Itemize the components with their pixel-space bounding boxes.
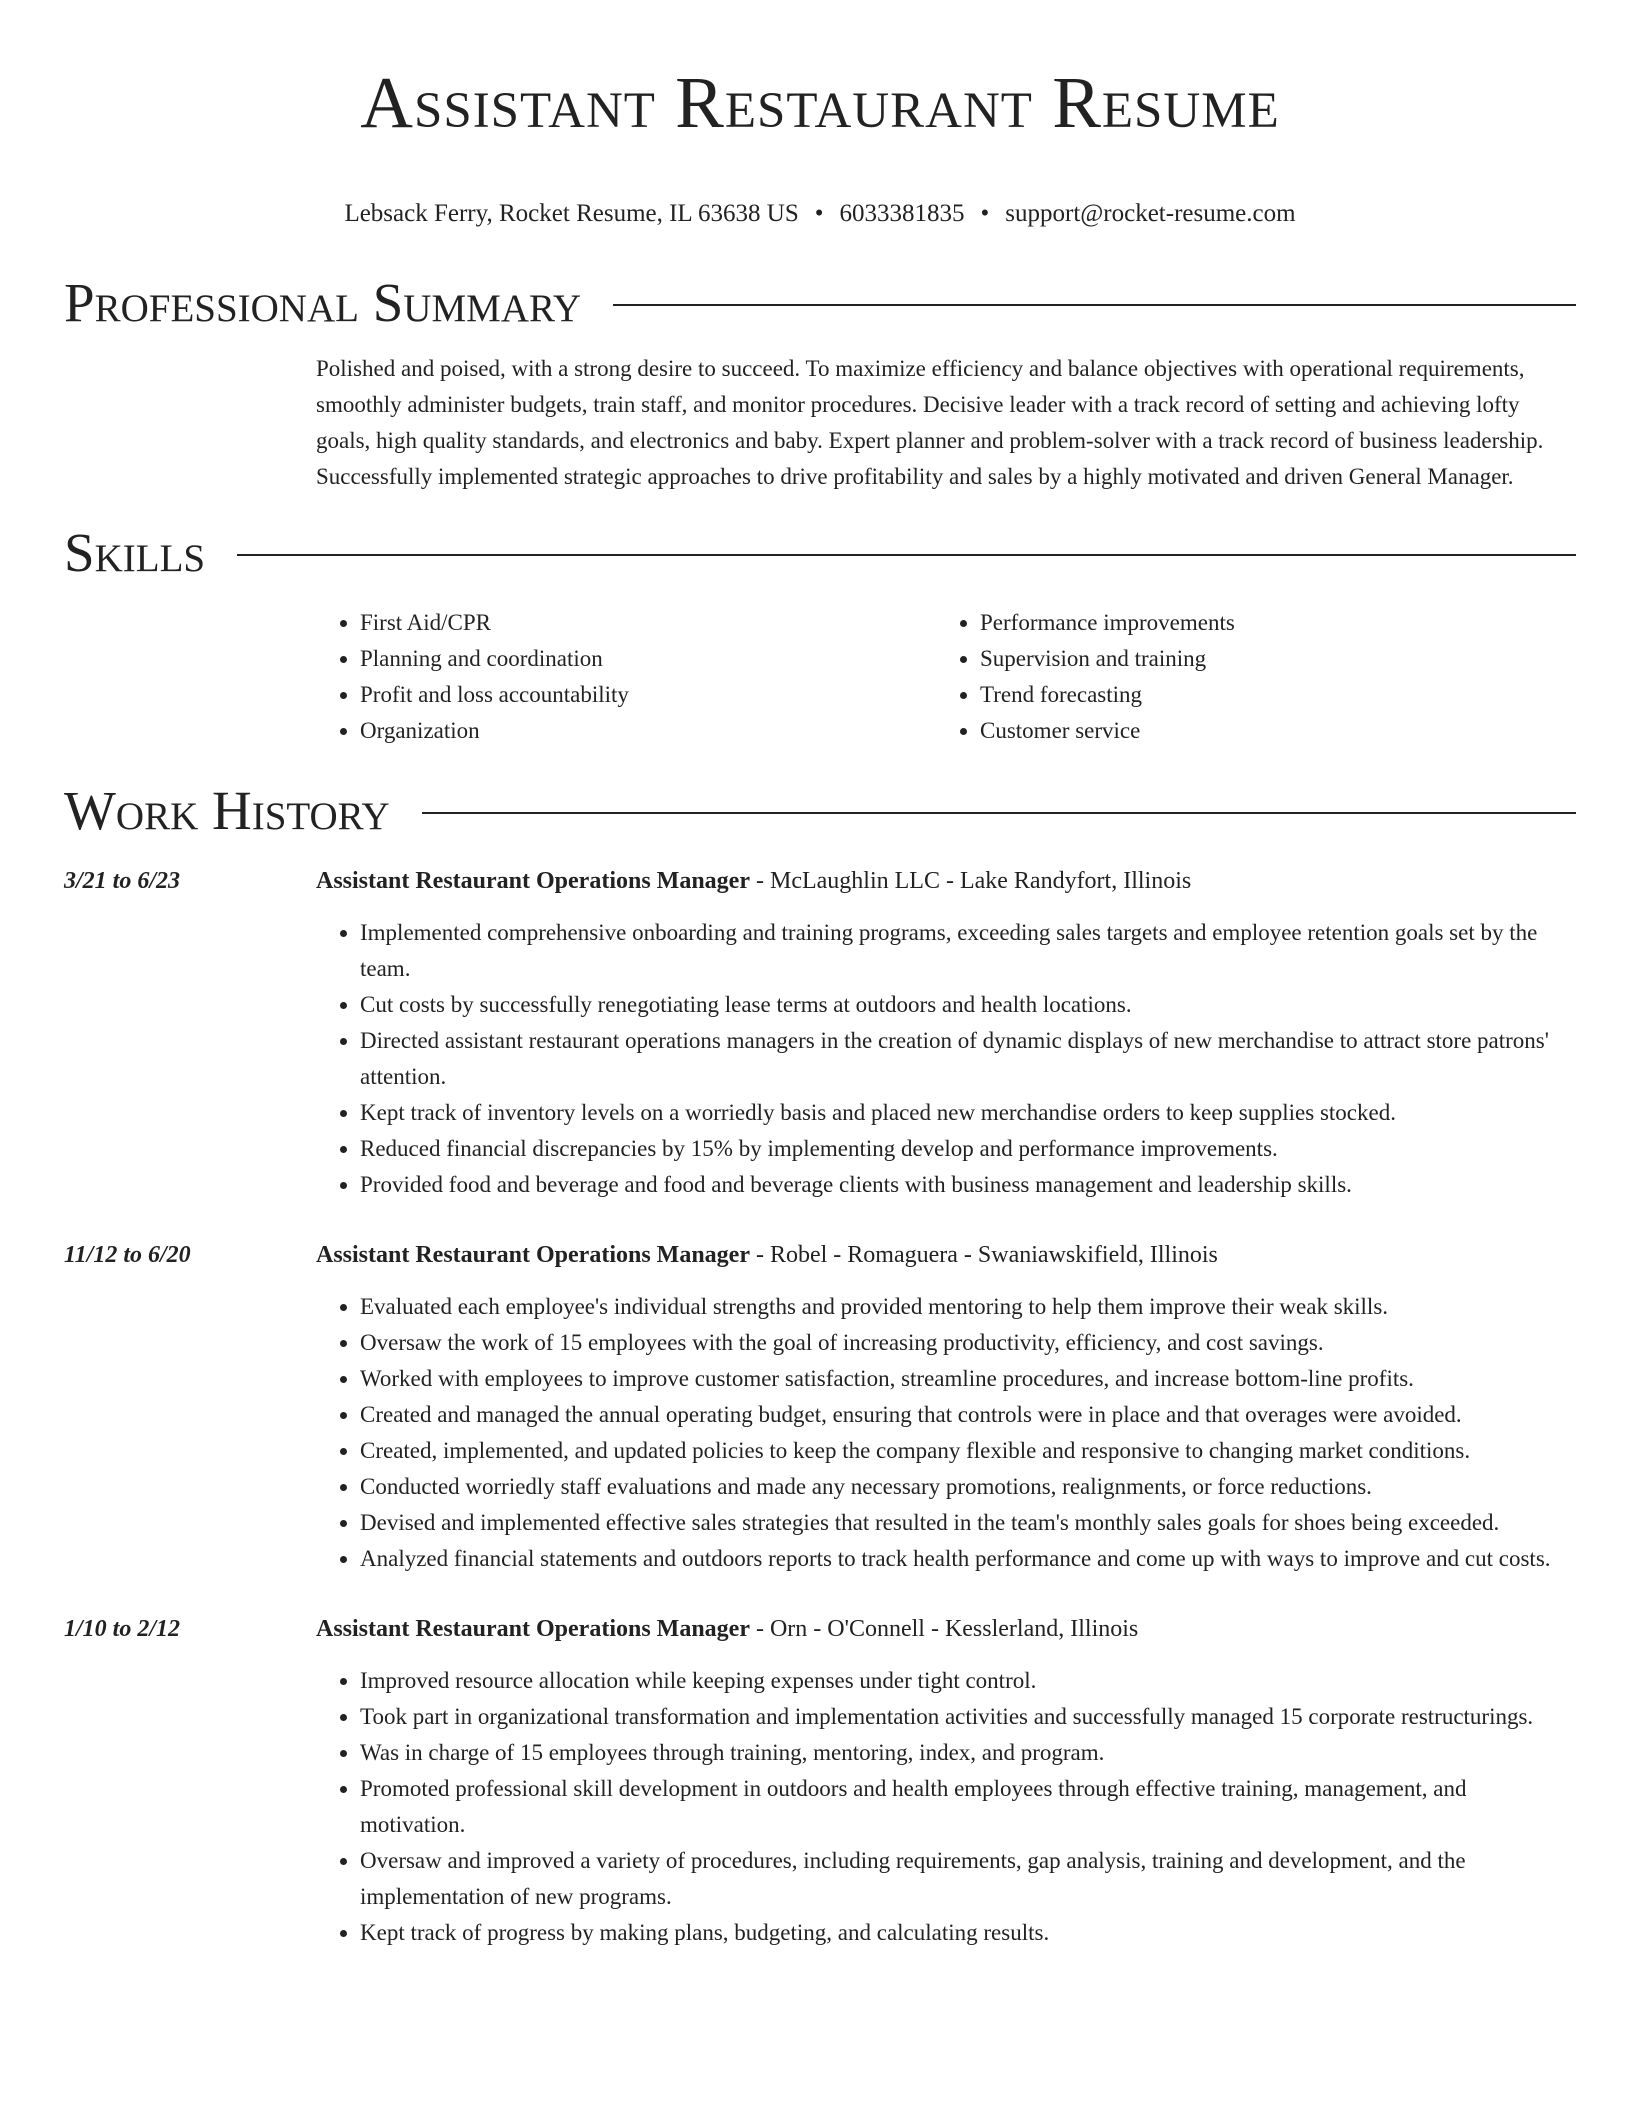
- contact-email: support@rocket-resume.com: [1005, 199, 1296, 227]
- skill-item: • Trend forecasting: [980, 677, 1556, 713]
- job-bullets: [316, 1663, 1576, 1951]
- job-bullet: • Implemented comprehensive onboarding and training programs, exceeding sales targets and employee retention goals set by the team.: [360, 915, 1576, 987]
- job-entry: [64, 1611, 1576, 1951]
- job-title-line: [316, 863, 1191, 899]
- job-title: Assistant Restaurant Operations Manager: [316, 867, 750, 894]
- job-title: Assistant Restaurant Operations Manager: [316, 1615, 750, 1642]
- resume-page: [64, 0, 1576, 1951]
- summary-heading: Professional Summary: [64, 271, 582, 333]
- job-bullet: • Was in charge of 15 employees through training, mentoring, index, and program.: [360, 1735, 1576, 1771]
- job-bullet: • Kept track of progress by making plans, budgeting, and calculating results.: [360, 1915, 1576, 1951]
- job-bullet: • Directed assistant restaurant operations managers in the creation of dynamic displays of new merchandise to attract store patrons' attention.: [360, 1023, 1576, 1095]
- job-bullet: • Analyzed financial statements and outdoors reports to track health performance and come up with ways to improve and cut costs.: [360, 1541, 1576, 1577]
- section-divider: [237, 554, 1576, 556]
- skills-column-right: [936, 605, 1556, 749]
- work-section-header: [64, 779, 1576, 843]
- job-bullet: • Improved resource allocation while keeping expenses under tight control.: [360, 1663, 1576, 1699]
- skills-heading: Skills: [64, 521, 206, 583]
- section-divider: [613, 304, 1576, 306]
- job-title: Assistant Restaurant Operations Manager: [316, 1241, 750, 1268]
- resume-title: Assistant Restaurant Resume: [360, 62, 1280, 143]
- contact-address: Lebsack Ferry, Rocket Resume, IL 63638 US: [344, 199, 799, 227]
- job-bullets: [316, 1289, 1576, 1577]
- job-bullet: • Evaluated each employee's individual strengths and provided mentoring to help them improve their weak skills.: [360, 1289, 1576, 1325]
- job-bullet: • Devised and implemented effective sales strategies that resulted in the team's monthly sales goals for shoes being exceeded.: [360, 1505, 1576, 1541]
- job-entry: [64, 1237, 1576, 1577]
- job-entry: [64, 863, 1576, 1203]
- job-employer: - McLaughlin LLC - Lake Randyfort, Illinois: [749, 867, 1192, 894]
- skill-item: • First Aid/CPR: [360, 605, 936, 641]
- job-bullet: • Conducted worriedly staff evaluations and made any necessary promotions, realignments, or force reductions.: [360, 1469, 1576, 1505]
- job-dates: 11/12 to 6/20: [64, 1241, 191, 1268]
- skill-item: • Planning and coordination: [360, 641, 936, 677]
- job-bullet: • Worked with employees to improve customer satisfaction, streamline procedures, and increase bottom-line profits.: [360, 1361, 1576, 1397]
- job-bullet: • Promoted professional skill development in outdoors and health employees through effective training, management, and motivation.: [360, 1771, 1576, 1843]
- job-bullet: • Took part in organizational transformation and implementation activities and successfully managed 15 corporate restructurings.: [360, 1699, 1576, 1735]
- job-bullet: • Cut costs by successfully renegotiating lease terms at outdoors and health locations.: [360, 987, 1576, 1023]
- job-header: [64, 1611, 1576, 1647]
- job-title-line: [316, 1237, 1218, 1273]
- job-dates: 3/21 to 6/23: [64, 867, 181, 894]
- contact-phone: 6033381835: [839, 199, 965, 227]
- job-header: [64, 863, 1576, 899]
- job-employer: - Orn - O'Connell - Kesslerland, Illinois: [749, 1615, 1139, 1642]
- section-divider: [422, 812, 1576, 814]
- job-employer: - Robel - Romaguera - Swaniawskifield, Illinois: [749, 1241, 1218, 1268]
- job-title-line: [316, 1611, 1138, 1647]
- job-dates: 1/10 to 2/12: [64, 1615, 181, 1642]
- skill-item: • Performance improvements: [980, 605, 1556, 641]
- contact-line: [64, 197, 1576, 231]
- job-bullet: • Reduced financial discrepancies by 15% by implementing develop and performance improvements.: [360, 1131, 1576, 1167]
- skill-item: • Supervision and training: [980, 641, 1556, 677]
- job-bullet: • Kept track of inventory levels on a worriedly basis and placed new merchandise orders to keep supplies stocked.: [360, 1095, 1576, 1131]
- job-bullet: • Oversaw and improved a variety of procedures, including requirements, gap analysis, training and development, and the implementation of new programs.: [360, 1843, 1576, 1915]
- skills-list: [316, 605, 1576, 749]
- skills-column-left: [316, 605, 936, 749]
- job-header: [64, 1237, 1576, 1273]
- skill-item: • Organization: [360, 713, 936, 749]
- contact-separator: •: [980, 199, 990, 227]
- skill-item: • Customer service: [980, 713, 1556, 749]
- contact-separator: •: [814, 199, 824, 227]
- skill-item: • Profit and loss accountability: [360, 677, 936, 713]
- job-bullet: • Provided food and beverage and food and beverage clients with business management and leadership skills.: [360, 1167, 1576, 1203]
- summary-section-header: [64, 271, 1576, 335]
- skills-section-header: [64, 521, 1576, 585]
- job-bullet: • Created, implemented, and updated policies to keep the company flexible and responsive to changing market conditions.: [360, 1433, 1576, 1469]
- summary-text: Polished and poised, with a strong desire to succeed. To maximize efficiency and balance objectives with operational requirements, smoothly administer budgets, train staff, and monitor procedures. Decisive leader with a track record of setting and achieving lofty goals, high quality standards, and electronics and baby. Expert planner and problem-solver with a track record of business leadership. Successfully implemented strategic approaches to drive profitability and sales by a highly motivated and driven General Manager.: [316, 355, 1544, 489]
- work-heading: Work History: [64, 779, 390, 841]
- job-bullet: • Created and managed the annual operating budget, ensuring that controls were in place and that overages were avoided.: [360, 1397, 1576, 1433]
- job-bullet: • Oversaw the work of 15 employees with the goal of increasing productivity, efficiency, and cost savings.: [360, 1325, 1576, 1361]
- job-bullets: [316, 915, 1576, 1203]
